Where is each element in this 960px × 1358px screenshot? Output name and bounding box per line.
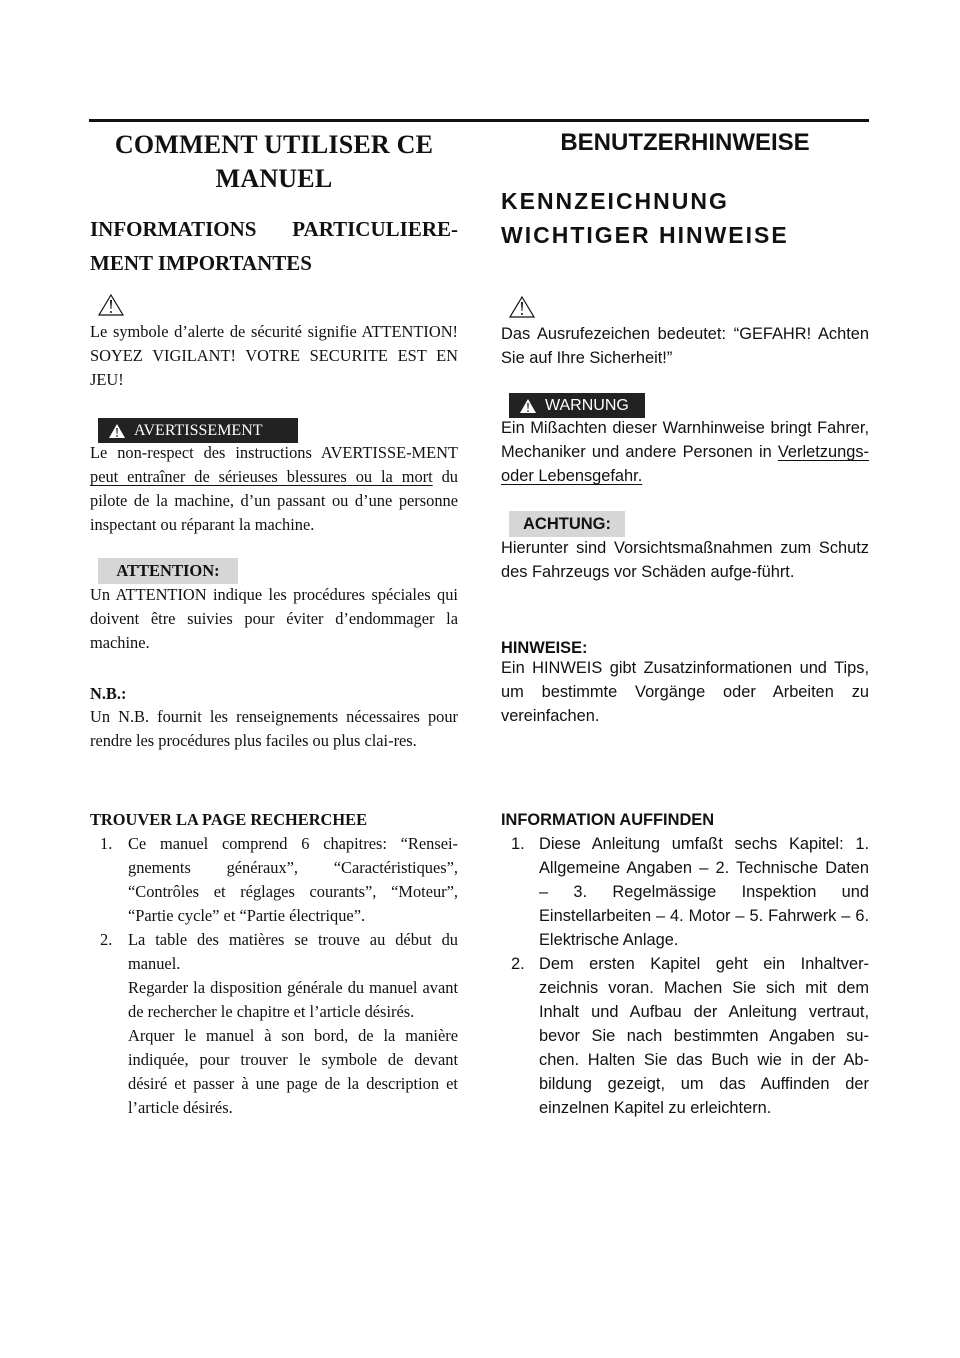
fr-warning-text-end: du pilote de la machine, d’un passant ou d’une personne inspectant ou réparant la machine. — [90, 467, 458, 534]
fr-page-title: COMMENT UTILISER CE MANUEL — [114, 130, 434, 193]
alert-triangle-icon — [509, 296, 535, 318]
de-step-number: 2. — [511, 955, 525, 973]
fr-caution-label: ATTENTION: — [98, 558, 238, 584]
de-note-text: Ein HINWEIS gibt Zusatzinformationen und Tips, um bestimmte Vorgänge oder Arbeiten zu vereinfachen. — [501, 659, 869, 725]
de-note-label: HINWEISE: — [501, 639, 588, 657]
fr-step-number: 1. — [100, 834, 113, 853]
top-rule — [89, 119, 869, 122]
fr-find-heading: TROUVER LA PAGE RECHERCHEE — [90, 810, 368, 829]
fr-alert-text: Le symbole d’alerte de sécurité signifie ATTENTION! SOYEZ VIGILANT! VOTRE SECURITE EST EN JEU! — [90, 322, 458, 389]
fr-warning-text — [90, 441, 458, 537]
de-warning-label-text: WARNUNG — [545, 396, 629, 414]
de-step-item — [501, 952, 869, 1120]
de-step-item — [501, 832, 869, 952]
fr-section-title: INFORMATIONS PARTICULIERE-MENT IMPORTANTES — [90, 217, 458, 275]
fr-step-paragraph: Regarder la disposition générale du manuel avant de rechercher le chapitre et l’article désirés. — [128, 978, 458, 1021]
de-find-heading: INFORMATION AUFFINDEN — [501, 811, 715, 829]
fr-note-text: Un N.B. fournit les renseignements nécessaires pour rendre les procédures plus faciles ou plus clai-res. — [90, 707, 458, 750]
fr-step-item — [90, 832, 458, 928]
de-page-title: BENUTZERHINWEISE — [560, 129, 810, 156]
de-warning-text-emphasis: Verletzungs- oder Lebensgefahr. — [501, 443, 869, 485]
de-step-paragraph: Dem ersten Kapitel geht ein Inhaltver-zeichnis voran. Machen Sie sich mit dem Inhalt und Aufbau der Anleitung vertraut, bevor Sie nach bestimmten Angaben su-chen. Halten Sie das Buch wie in der Ab-bildung gezeigt, um das Auffinden der einzelnen Kapitel zu erleichtern. — [539, 955, 869, 1117]
fr-caution-text: Un ATTENTION indique les procédures spéciales qui doivent être suivies pour éviter d’endommager la machine. — [90, 585, 458, 652]
de-warning-text-start: Ein Mißachten dieser Warnhinweise bringt Fahrer, Mechaniker und andere Personen in — [501, 419, 869, 461]
de-steps-list — [501, 832, 869, 1120]
de-step-number: 1. — [511, 835, 525, 853]
warning-triangle-icon — [519, 398, 537, 414]
fr-step-paragraph: Ce manuel comprend 6 chapitres: “Rensei-gnements généraux”, “Caractéristiques”, “Contrôles et réglages courants”, “Moteur”, “Partie cycle” et “Partie électrique”. — [128, 834, 458, 925]
fr-warning-text-start: Le non-respect des instructions AVERTISSE-MENT — [90, 443, 458, 462]
de-caution-label: ACHTUNG: — [509, 511, 625, 537]
alert-triangle-icon — [98, 294, 124, 316]
fr-step-paragraph: La table des matières se trouve au début du manuel. — [128, 930, 458, 973]
de-caution-text: Hierunter sind Vorsichtsmaßnahmen zum Schutz des Fahrzeugs vor Schäden aufge-führt. — [501, 539, 869, 581]
fr-warning-label-text: AVERTISSEMENT — [134, 421, 263, 439]
fr-step-paragraph: Arquer le manuel à son bord, de la manière indiquée, pour trouver le symbole de devant désiré et passer à une page de la description et l’article désirés. — [128, 1026, 458, 1117]
warning-triangle-icon — [108, 423, 126, 439]
fr-steps-list — [90, 832, 458, 1120]
de-step-paragraph: Diese Anleitung umfaßt sechs Kapitel: 1. Allgemeine Angaben – 2. Technische Daten – 3. Regelmässige Inspektion und Einstellarbeiten – 4. Motor – 5. Fahrwerk – 6. Elektrische Anlage. — [539, 835, 869, 949]
fr-warning-text-emphasis: peut entraîner de sérieuses blessures ou la mort — [90, 467, 433, 486]
de-warning-label — [509, 393, 645, 418]
fr-note-label: N.B.: — [90, 684, 127, 703]
de-section-title: KENNZEICHNUNG WICHTIGER HINWEISE — [501, 188, 789, 248]
fr-warning-label — [98, 418, 298, 443]
de-alert-text: Das Ausrufezeichen bedeutet: “GEFAHR! Achten Sie auf Ihre Sicherheit!” — [501, 325, 869, 367]
fr-step-number: 2. — [100, 930, 113, 949]
fr-step-item — [90, 928, 458, 1120]
de-warning-text — [501, 416, 869, 488]
